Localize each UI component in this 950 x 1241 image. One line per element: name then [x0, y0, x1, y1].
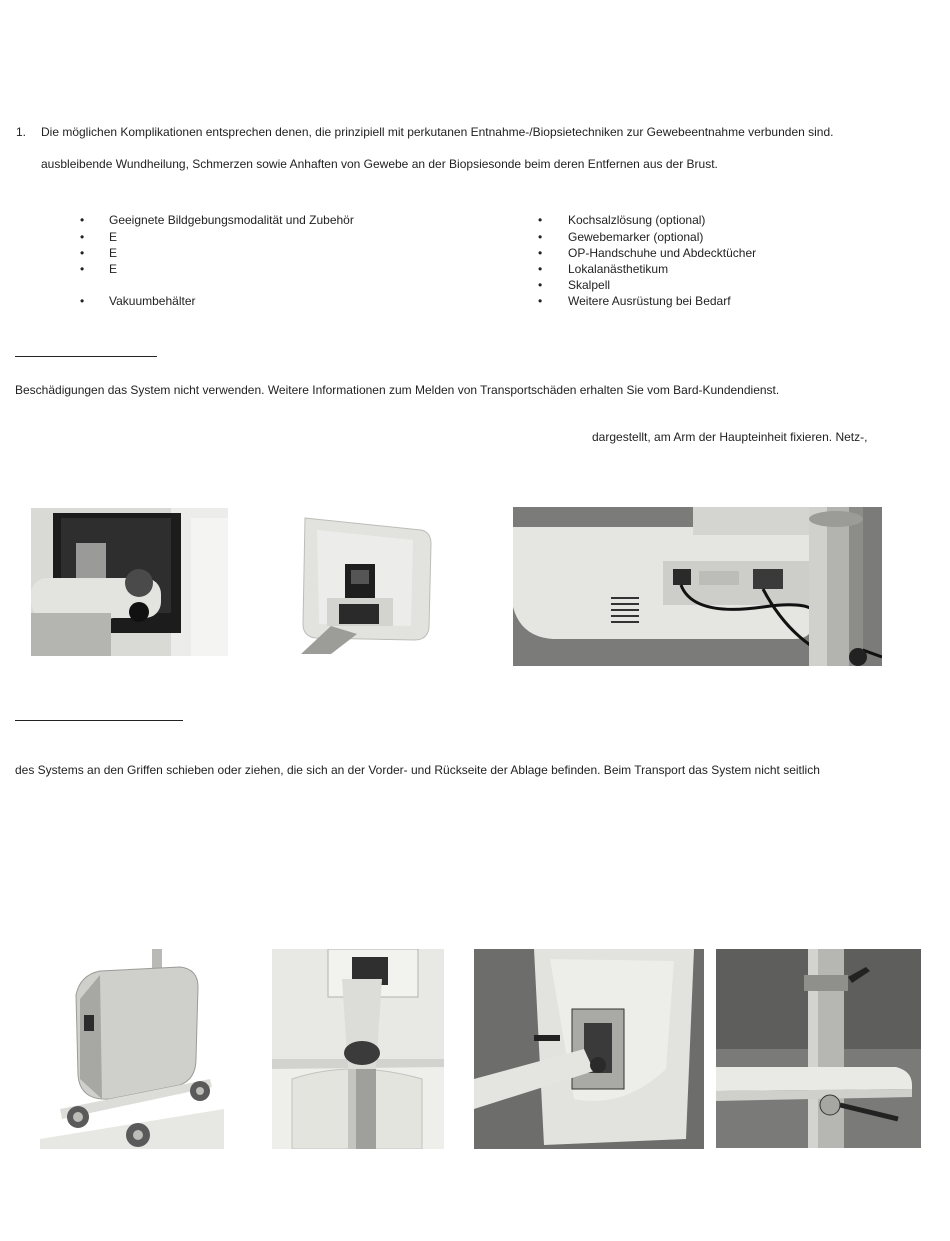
bullet-icon: •	[80, 246, 85, 260]
bullet-icon: •	[538, 278, 543, 292]
bullet-icon: •	[80, 294, 85, 308]
list-number: 1.	[16, 125, 27, 139]
list-item: Gewebemarker (optional)	[568, 230, 704, 244]
list-item: Kochsalzlösung (optional)	[568, 213, 706, 227]
bullet-icon: •	[80, 230, 85, 244]
bullet-icon: •	[80, 262, 85, 276]
list-item: Skalpell	[568, 278, 611, 292]
bullet-icon: •	[538, 246, 543, 260]
list-item: E	[109, 246, 118, 260]
monitor-cable-connection-photo	[513, 507, 882, 666]
bullet-icon: •	[538, 294, 543, 308]
pole-clamp-photo	[716, 949, 921, 1148]
transport-text: des Systems an den Griffen schieben oder ziehen, die sich an der Vorder- und Rückseite der Ablage befinden. Beim Transport das System nicht seitlich	[15, 763, 820, 777]
complications-text-continued: ausbleibende Wundheilung, Schmerzen sowie Anhaften von Gewebe an der Biopsiesonde beim deren Entfernen aus der Brust.	[41, 157, 718, 171]
list-item: Vakuumbehälter	[109, 294, 196, 308]
arm-mount-top-photo	[272, 949, 444, 1149]
bullet-icon: •	[538, 262, 543, 276]
list-item: Lokalanästhetikum	[568, 262, 669, 276]
monitor-mount-closeup-photo	[31, 508, 228, 656]
bullet-icon: •	[80, 213, 85, 227]
list-item: E	[109, 262, 118, 276]
arm-fix-text: dargestellt, am Arm der Haupteinheit fixieren. Netz-,	[592, 430, 868, 444]
monitor-bracket-photo	[474, 949, 704, 1149]
damage-notice-text: Beschädigungen das System nicht verwenden. Weitere Informationen zum Melden von Transportschäden erhalten Sie vom Bard-Kundendienst.	[15, 383, 780, 397]
monitor-back-mount-photo	[261, 508, 458, 654]
bullet-icon: •	[538, 230, 543, 244]
system-cart-photo	[40, 949, 224, 1149]
list-item: Weitere Ausrüstung bei Bedarf	[568, 294, 731, 308]
list-item: OP-Handschuhe und Abdecktücher	[568, 246, 757, 260]
section-divider	[15, 720, 183, 721]
list-item: E	[109, 230, 118, 244]
complications-text: Die möglichen Komplikationen entsprechen denen, die prinzipiell mit perkutanen Entnahme-/Biopsietechniken zur Gewebeentnahme verbunden sind.	[41, 125, 834, 139]
bullet-icon: •	[538, 213, 543, 227]
list-item: Geeignete Bildgebungsmodalität und Zubehör	[109, 213, 354, 227]
section-divider	[15, 356, 157, 357]
